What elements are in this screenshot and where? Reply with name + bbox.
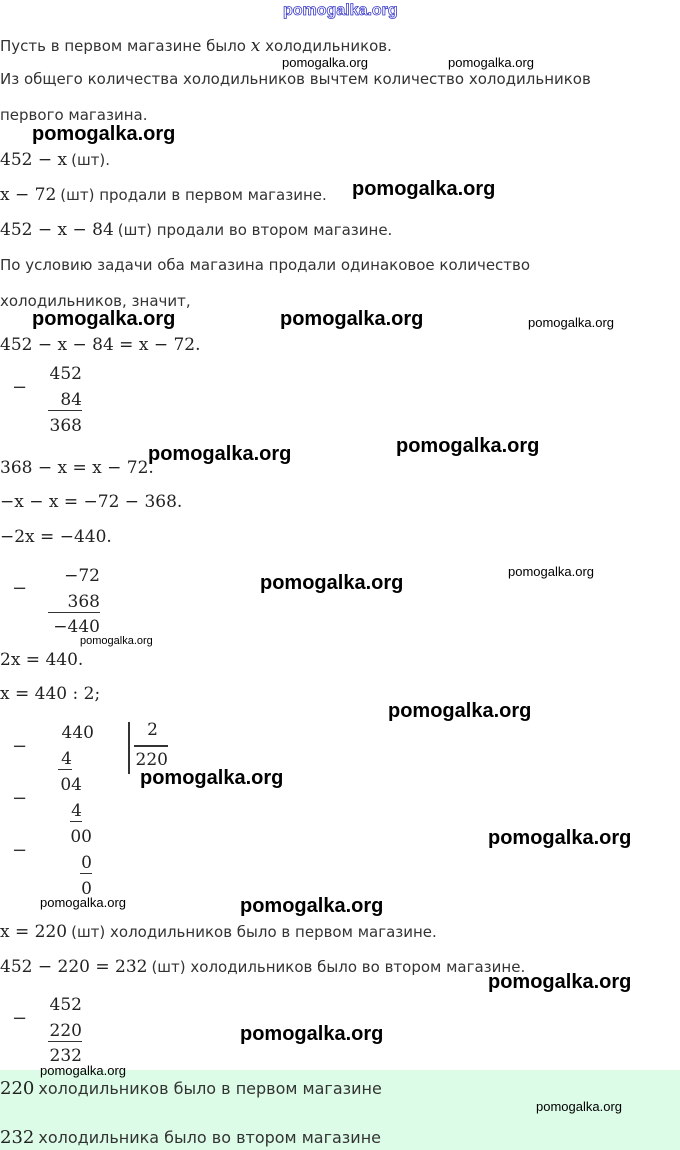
calc4-minuend: 452 — [49, 995, 82, 1015]
answer-line-2-number: 232 — [0, 1127, 35, 1148]
watermark: pomogalka.org — [40, 895, 126, 910]
answer-line-1 — [0, 1078, 382, 1099]
result-second-store-text: (шт) холодильников было во втором магазине. — [151, 958, 526, 976]
watermark: pomogalka.org — [282, 55, 368, 70]
answer-line-1-number: 220 — [0, 1078, 35, 1099]
calc3-minus-sign-2: − — [12, 788, 28, 809]
equation-6: x = 440 : 2; — [0, 684, 101, 704]
calc3-final-remainder: 0 — [81, 879, 92, 899]
watermark: pomogalka.org — [508, 564, 594, 579]
answer-line-2-text: холодильника было во втором магазине — [38, 1128, 382, 1147]
calc2-subtrahend: 368 — [48, 592, 100, 613]
calc2-minuend: −72 — [64, 566, 100, 586]
watermark: pomogalka.org — [396, 435, 540, 457]
watermark: pomogalka.org — [140, 767, 284, 789]
expression-second-store-math: 452 − x − 84 — [0, 220, 114, 240]
calc3-quotient: 220 — [135, 750, 168, 770]
equation-4: −2x = −440. — [0, 527, 112, 547]
watermark: pomogalka.org — [528, 315, 614, 330]
calc3-divisor: 2 — [147, 720, 158, 740]
expression-remaining-text: (шт). — [71, 151, 111, 169]
expression-second-store — [0, 220, 392, 240]
answer-line-1-text: холодильников было в первом магазине — [38, 1079, 382, 1098]
calc2-result: −440 — [53, 617, 100, 637]
explanation-line-1: Из общего количества холодильников вычтем количество холодильников — [0, 70, 591, 88]
intro-text-b: холодильников. — [265, 37, 392, 55]
watermark: pomogalka.org — [488, 971, 632, 993]
expression-second-store-text: (шт) продали во втором магазине. — [117, 221, 393, 239]
equation-3: −x − x = −72 − 368. — [0, 492, 183, 512]
calc3-division-bar-vertical — [128, 722, 130, 774]
watermark: pomogalka.org — [388, 700, 532, 722]
watermark: pomogalka.org — [148, 443, 292, 465]
watermark: pomogalka.org — [260, 572, 404, 594]
site-header-watermark[interactable]: pomogalka.org — [283, 2, 398, 19]
intro-variable: x — [250, 36, 261, 56]
equation-1: 452 − x − 84 = x − 72. — [0, 335, 201, 355]
result-first-store-text: (шт) холодильников было в первом магазине. — [71, 923, 437, 941]
watermark: pomogalka.org — [240, 895, 384, 917]
result-second-store-math: 452 − 220 = 232 — [0, 957, 148, 977]
intro-line — [0, 36, 392, 56]
watermark: pomogalka.org — [352, 178, 496, 200]
calc1-minuend: 452 — [49, 364, 82, 384]
expression-first-store-math: x − 72 — [0, 185, 57, 205]
result-first-store-math: x = 220 — [0, 922, 68, 942]
calc3-step3-subtrahend: 0 — [81, 853, 92, 873]
calc3-division-bar-horizontal — [134, 745, 168, 747]
expression-remaining-math: 452 − x — [0, 150, 68, 170]
watermark: pomogalka.org — [240, 1023, 384, 1045]
calc3-minus-sign-1: − — [12, 736, 28, 757]
result-first-store — [0, 922, 437, 942]
watermark: pomogalka.org — [40, 1063, 126, 1078]
watermark: pomogalka.org — [448, 55, 534, 70]
calc3-dividend: 440 — [61, 723, 94, 743]
condition-line-1: По условию задачи оба магазина продали одинаковое количество — [0, 256, 531, 274]
calc4-subtrahend: 220 — [49, 1021, 82, 1041]
calc3-minus-sign-3: − — [12, 840, 28, 861]
watermark: pomogalka.org — [488, 827, 632, 849]
expression-first-store — [0, 185, 327, 205]
calc2-minus-sign: − — [12, 578, 28, 599]
watermark: pomogalka.org — [536, 1099, 622, 1114]
condition-line-2: холодильников, значит, — [0, 292, 191, 310]
expression-first-store-text: (шт) продали в первом магазине. — [60, 186, 327, 204]
calc1-subtrahend: 84 — [48, 390, 82, 411]
calc3-step2-remainder: 04 — [60, 775, 82, 795]
watermark: pomogalka.org — [32, 308, 176, 330]
calc1-minus-sign: − — [12, 377, 28, 398]
intro-text-a: Пусть в первом магазине было — [0, 37, 246, 55]
answer-line-2 — [0, 1127, 381, 1148]
calc3-step1-subtrahend: 4 — [58, 749, 72, 770]
calc3-step2-subtrahend: 4 — [71, 801, 82, 821]
result-second-store — [0, 957, 525, 977]
calc3-step3-remainder: 00 — [70, 827, 92, 847]
explanation-line-2: первого магазина. — [0, 106, 148, 124]
watermark: pomogalka.org — [80, 635, 153, 647]
expression-remaining — [0, 150, 110, 170]
equation-5: 2x = 440. — [0, 650, 84, 670]
calc4-minus-sign: − — [12, 1008, 28, 1029]
watermark: pomogalka.org — [32, 123, 176, 145]
calc4-result: 232 — [49, 1046, 82, 1066]
watermark: pomogalka.org — [280, 308, 424, 330]
equation-2: 368 − x = x − 72. — [0, 458, 154, 478]
calc1-result: 368 — [49, 416, 82, 436]
